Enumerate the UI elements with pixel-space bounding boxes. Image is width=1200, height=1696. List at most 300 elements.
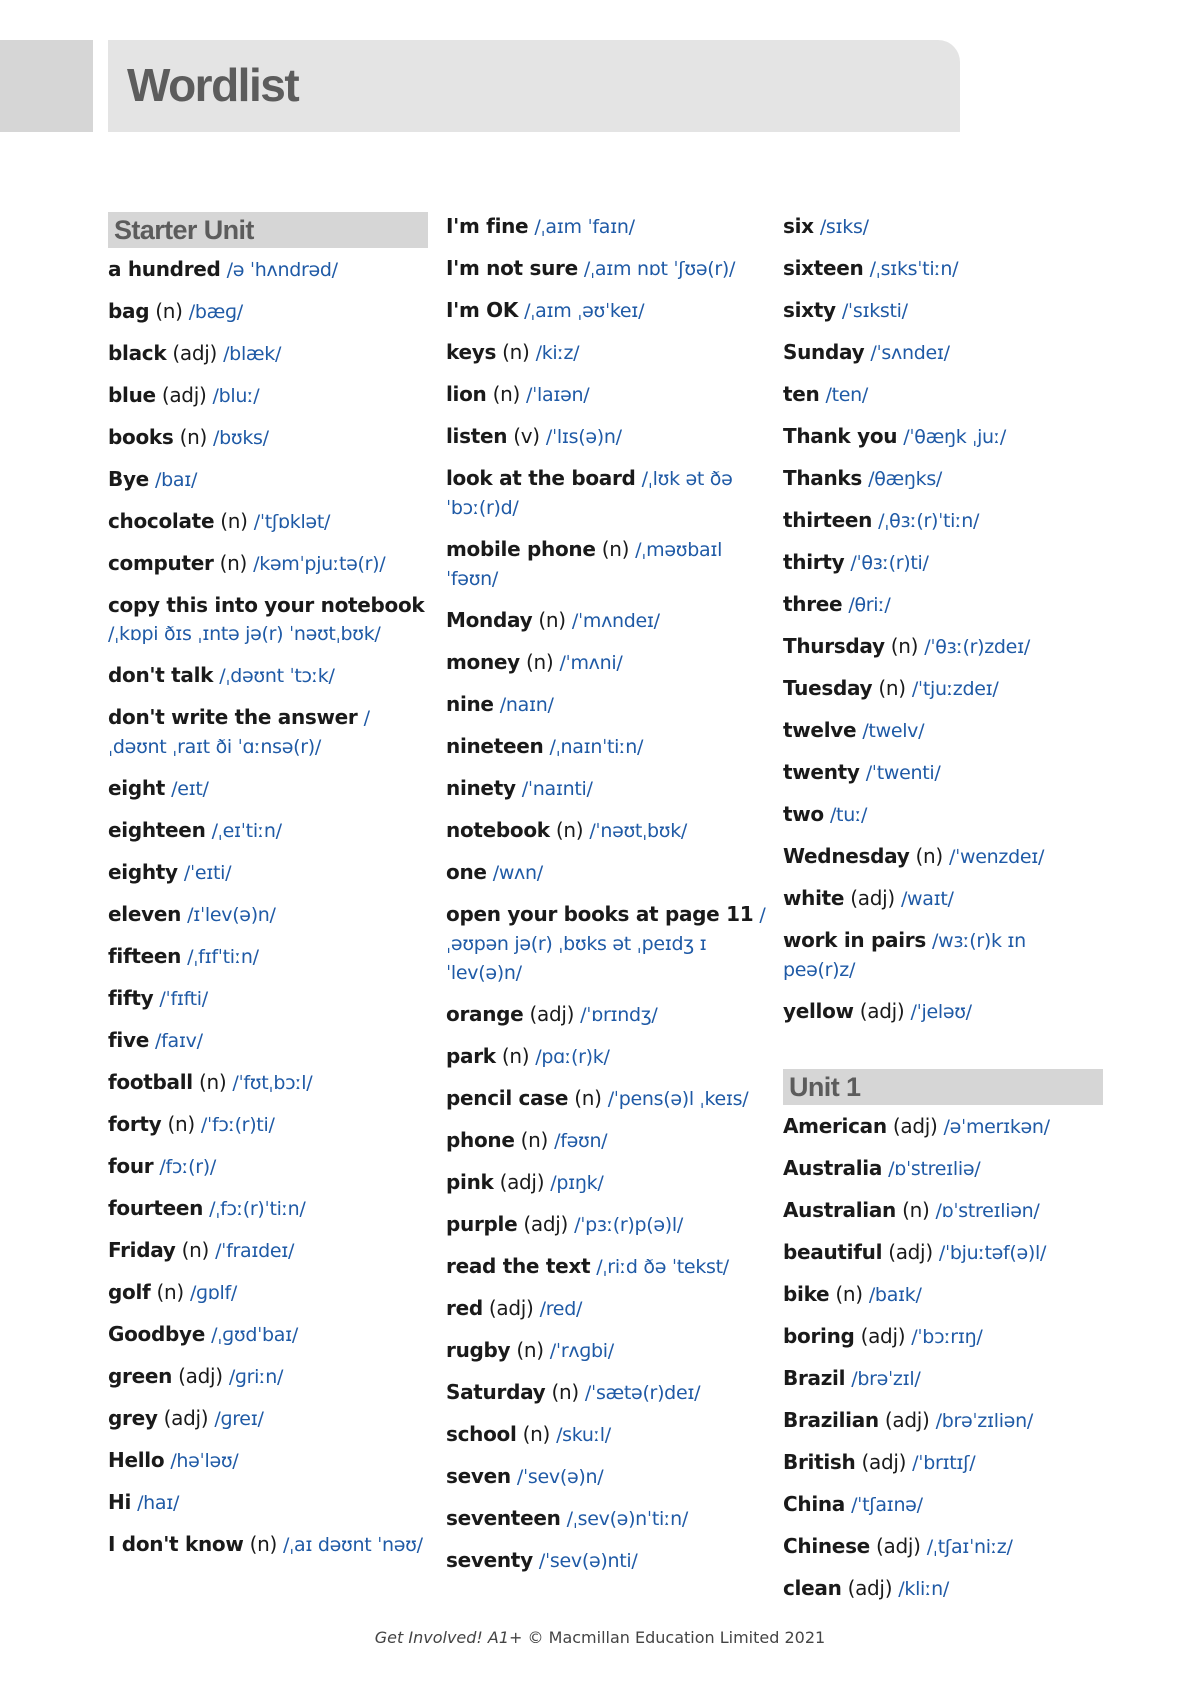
entry-pronunciation: /ɡɒlf/ xyxy=(189,1282,238,1304)
entry-pronunciation: /ˌməʊbaɪl ˈfəʊn/ xyxy=(446,539,723,590)
entry-word: seven xyxy=(446,1464,511,1488)
entry-word: fourteen xyxy=(108,1196,204,1220)
entry-pronunciation: /ˈnaɪnti/ xyxy=(521,778,593,800)
entry-word: fifty xyxy=(108,986,154,1010)
word-entry xyxy=(446,858,766,887)
entry-word: red xyxy=(446,1296,483,1320)
entry-pronunciation: /ɡriːn/ xyxy=(228,1366,284,1388)
entry-part-of-speech: (adj) xyxy=(860,1324,906,1348)
entry-word: pencil case xyxy=(446,1086,569,1110)
entry-part-of-speech: (n) xyxy=(219,551,248,575)
entry-pronunciation: /ˌəʊpən jə(r) ˌbʊks ət ˌpeɪdʒ ɪˈlev(ə)n/ xyxy=(446,904,766,984)
word-entry xyxy=(783,926,1103,984)
word-entry xyxy=(108,465,428,494)
word-entry xyxy=(783,758,1103,787)
wordlist-column-1 xyxy=(108,212,428,1572)
word-entry xyxy=(108,1068,428,1097)
word-entry xyxy=(446,338,766,367)
entry-pronunciation: /fəʊn/ xyxy=(554,1130,608,1152)
entry-part-of-speech: (adj) xyxy=(884,1408,930,1432)
entry-pronunciation: /ˈlɪs(ə)n/ xyxy=(545,426,622,448)
entry-word: white xyxy=(783,886,845,910)
word-entry xyxy=(783,212,1103,241)
word-entry xyxy=(108,1152,428,1181)
entry-part-of-speech: (adj) xyxy=(850,886,895,910)
entry-word: orange xyxy=(446,1002,524,1026)
entry-word: Sunday xyxy=(783,340,865,364)
word-entry xyxy=(446,1294,766,1323)
entry-pronunciation: /ˈtjuːzdeɪ/ xyxy=(911,678,999,700)
entry-pronunciation: /ˈmʌni/ xyxy=(559,652,623,674)
entry-pronunciation: /faɪv/ xyxy=(155,1030,203,1052)
entry-word: pink xyxy=(446,1170,494,1194)
word-entry xyxy=(783,1154,1103,1183)
entry-word: Tuesday xyxy=(783,676,873,700)
entry-part-of-speech: (n) xyxy=(198,1070,227,1094)
unit-heading: Starter Unit xyxy=(108,212,428,248)
word-entry xyxy=(446,732,766,761)
entry-word: sixty xyxy=(783,298,836,322)
word-entry xyxy=(108,1236,428,1265)
word-entry xyxy=(783,674,1103,703)
entry-pronunciation: /ˈfɔː(r)ti/ xyxy=(200,1114,275,1136)
entry-word: Hi xyxy=(108,1490,131,1514)
entry-pronunciation: /ˌeɪˈtiːn/ xyxy=(211,820,282,842)
entry-word: Chinese xyxy=(783,1534,870,1558)
word-entry xyxy=(108,774,428,803)
word-entry xyxy=(446,816,766,845)
word-entry xyxy=(108,297,428,326)
entry-pronunciation: /ˈsɪksti/ xyxy=(841,300,908,322)
entry-pronunciation: /ˈpens(ə)l ˌkeɪs/ xyxy=(607,1088,749,1110)
word-entry xyxy=(446,900,766,987)
entry-pronunciation: /ˌaɪm ˌəʊˈkeɪ/ xyxy=(524,300,645,322)
entry-word: keys xyxy=(446,340,497,364)
entry-pronunciation: /ˈjeləʊ/ xyxy=(910,1001,972,1023)
word-entry xyxy=(446,1084,766,1113)
entry-part-of-speech: (n) xyxy=(522,1422,550,1446)
entry-part-of-speech: (n) xyxy=(249,1532,277,1556)
word-entry xyxy=(446,1462,766,1491)
entry-word: seventy xyxy=(446,1548,533,1572)
entry-part-of-speech: (adj) xyxy=(499,1170,545,1194)
entry-part-of-speech: (v) xyxy=(513,424,540,448)
entry-word: park xyxy=(446,1044,496,1068)
section-spacer xyxy=(783,1039,1103,1069)
word-entry xyxy=(446,464,766,522)
entry-word: eight xyxy=(108,776,166,800)
entry-word: blue xyxy=(108,383,156,407)
entry-word: Thank you xyxy=(783,424,898,448)
entry-part-of-speech: (adj) xyxy=(488,1296,534,1320)
entry-pronunciation: /ˈmʌndeɪ/ xyxy=(571,610,660,632)
entry-pronunciation: /əˈmerɪkən/ xyxy=(943,1116,1050,1138)
entry-word: listen xyxy=(446,424,508,448)
entry-part-of-speech: (n) xyxy=(890,634,919,658)
word-entry xyxy=(446,380,766,409)
entry-word: I'm not sure xyxy=(446,256,578,280)
entry-word: three xyxy=(783,592,843,616)
word-entry xyxy=(108,1110,428,1139)
entry-part-of-speech: (n) xyxy=(501,1044,530,1068)
entry-pronunciation: /skuːl/ xyxy=(556,1424,611,1446)
entry-pronunciation: /naɪn/ xyxy=(499,694,554,716)
word-entry xyxy=(446,1546,766,1575)
word-entry xyxy=(783,1196,1103,1225)
entry-pronunciation: /brəˈzɪl/ xyxy=(851,1368,921,1390)
entry-word: Goodbye xyxy=(108,1322,206,1346)
word-entry xyxy=(108,942,428,971)
entry-pronunciation: /ˌkɒpi ðɪs ˌɪntə jə(r) ˈnəʊtˌbʊk/ xyxy=(108,623,381,645)
entry-pronunciation: /ten/ xyxy=(825,384,869,406)
word-entry xyxy=(783,1532,1103,1561)
entry-pronunciation: /baɪ/ xyxy=(155,469,198,491)
entry-pronunciation: /blæk/ xyxy=(223,343,282,365)
footer-book-title: Get Involved! A1+ xyxy=(374,1628,523,1647)
word-entry xyxy=(108,507,428,536)
entry-part-of-speech: (n) xyxy=(155,299,183,323)
page-title: Wordlist xyxy=(127,59,299,111)
word-entry xyxy=(108,1362,428,1391)
word-entry xyxy=(108,1404,428,1433)
entry-pronunciation: /ɡreɪ/ xyxy=(214,1408,264,1430)
entry-word: eleven xyxy=(108,902,182,926)
entry-pronunciation: /ɒˈstreɪliən/ xyxy=(935,1200,1040,1222)
entry-word: eighty xyxy=(108,860,178,884)
word-entry xyxy=(108,591,428,648)
entry-word: nine xyxy=(446,692,494,716)
entry-word: American xyxy=(783,1114,887,1138)
entry-part-of-speech: (adj) xyxy=(523,1212,569,1236)
entry-pronunciation: /ˈnəʊtˌbʊk/ xyxy=(589,820,687,842)
side-tab xyxy=(0,40,93,132)
entry-part-of-speech: (adj) xyxy=(172,341,218,365)
entry-part-of-speech: (n) xyxy=(179,425,207,449)
entry-pronunciation: /tuː/ xyxy=(829,804,868,826)
word-entry xyxy=(446,296,766,325)
entry-word: thirty xyxy=(783,550,845,574)
word-entry xyxy=(108,1278,428,1307)
entry-part-of-speech: (n) xyxy=(525,650,554,674)
word-entry xyxy=(783,1280,1103,1309)
entry-pronunciation: /ˈsev(ə)n/ xyxy=(516,1466,604,1488)
entry-word: computer xyxy=(108,551,214,575)
word-entry xyxy=(783,632,1103,661)
entry-pronunciation: /ˌaɪ dəʊnt ˈnəʊ/ xyxy=(283,1534,423,1556)
entry-word: eighteen xyxy=(108,818,206,842)
entry-word: phone xyxy=(446,1128,515,1152)
word-entry xyxy=(783,884,1103,913)
entry-word: two xyxy=(783,802,824,826)
word-entry xyxy=(446,774,766,803)
word-entry xyxy=(108,339,428,368)
entry-word: forty xyxy=(108,1112,162,1136)
entry-word: beautiful xyxy=(783,1240,883,1264)
wordlist-column-3 xyxy=(783,212,1103,1616)
entry-part-of-speech: (n) xyxy=(878,676,906,700)
word-entry xyxy=(783,800,1103,829)
entry-word: fifteen xyxy=(108,944,182,968)
word-entry xyxy=(783,997,1103,1026)
entry-pronunciation: /ˌɡʊdˈbaɪ/ xyxy=(211,1324,298,1346)
entry-word: Australia xyxy=(783,1156,883,1180)
word-entry xyxy=(783,1448,1103,1477)
entry-word: Wednesday xyxy=(783,844,910,868)
word-entry xyxy=(783,254,1103,283)
entry-pronunciation: /fɔː(r)/ xyxy=(159,1156,216,1178)
entry-word: ninety xyxy=(446,776,516,800)
word-entry xyxy=(446,1252,766,1281)
entry-pronunciation: /ˈsʌndeɪ/ xyxy=(870,342,950,364)
entry-word: copy this into your notebook xyxy=(108,593,425,617)
entry-pronunciation: /ˌdəʊnt ˈtɔːk/ xyxy=(219,665,335,687)
entry-part-of-speech: (n) xyxy=(502,340,530,364)
entry-pronunciation: /haɪ/ xyxy=(137,1492,180,1514)
word-entry xyxy=(108,1026,428,1055)
entry-pronunciation: /pɑː(r)k/ xyxy=(535,1046,610,1068)
word-entry xyxy=(108,858,428,887)
entry-part-of-speech: (n) xyxy=(601,537,630,561)
entry-pronunciation: /ˌtʃaɪˈniːz/ xyxy=(926,1536,1013,1558)
entry-pronunciation: /wɜː(r)k ɪn peə(r)z/ xyxy=(783,930,1026,981)
entry-word: grey xyxy=(108,1406,158,1430)
entry-pronunciation: /ɒˈstreɪliə/ xyxy=(888,1158,981,1180)
entry-pronunciation: /θæŋks/ xyxy=(868,468,943,490)
entry-word: Thursday xyxy=(783,634,885,658)
entry-pronunciation: /brəˈzɪliən/ xyxy=(935,1410,1033,1432)
word-entry xyxy=(446,1042,766,1071)
entry-word: Monday xyxy=(446,608,533,632)
entry-word: notebook xyxy=(446,818,550,842)
entry-pronunciation: /həˈləʊ/ xyxy=(170,1450,239,1472)
entry-pronunciation: /kəmˈpjuːtə(r)/ xyxy=(253,553,386,575)
entry-pronunciation: /ˈrʌɡbi/ xyxy=(549,1340,614,1362)
entry-word: Bye xyxy=(108,467,149,491)
entry-word: read the text xyxy=(446,1254,591,1278)
entry-pronunciation: /ˈbjuːtəf(ə)l/ xyxy=(938,1242,1047,1264)
entry-pronunciation: /ˌnaɪnˈtiːn/ xyxy=(549,736,644,758)
entry-pronunciation: /ˈθæŋk ˌjuː/ xyxy=(903,426,1007,448)
entry-pronunciation: /eɪt/ xyxy=(171,778,209,800)
entry-word: six xyxy=(783,214,814,238)
entry-pronunciation: /twelv/ xyxy=(862,720,925,742)
entry-word: green xyxy=(108,1364,173,1388)
entry-part-of-speech: (adj) xyxy=(529,1002,575,1026)
word-entry xyxy=(108,1446,428,1475)
entry-pronunciation: /ˈbɔːrɪŋ/ xyxy=(911,1326,983,1348)
entry-pronunciation: /ˌθɜː(r)ˈtiːn/ xyxy=(878,510,980,532)
entry-part-of-speech: (n) xyxy=(520,1128,549,1152)
entry-pronunciation: /ˌaɪm nɒt ˈʃʊə(r)/ xyxy=(583,258,736,280)
word-entry xyxy=(446,1378,766,1407)
word-entry xyxy=(783,422,1103,451)
entry-word: British xyxy=(783,1450,856,1474)
entry-part-of-speech: (adj) xyxy=(161,383,207,407)
entry-pronunciation: /ˌfɪfˈtiːn/ xyxy=(187,946,259,968)
entry-pronunciation: /ˈtʃɒklət/ xyxy=(253,511,331,533)
entry-pronunciation: /ˈɒrɪndʒ/ xyxy=(580,1004,658,1026)
word-entry xyxy=(446,690,766,719)
word-entry xyxy=(108,1488,428,1517)
word-entry xyxy=(446,648,766,677)
entry-pronunciation: /wʌn/ xyxy=(492,862,543,884)
word-entry xyxy=(783,1406,1103,1435)
word-entry xyxy=(783,1364,1103,1393)
word-entry xyxy=(446,212,766,241)
entry-pronunciation: /ˈfɪfti/ xyxy=(159,988,208,1010)
word-entry xyxy=(783,1574,1103,1603)
entry-pronunciation: /ˈθɜː(r)zdeɪ/ xyxy=(924,636,1030,658)
entry-word: purple xyxy=(446,1212,518,1236)
entry-word: school xyxy=(446,1422,517,1446)
entry-word: Friday xyxy=(108,1238,176,1262)
entry-word: seventeen xyxy=(446,1506,561,1530)
entry-part-of-speech: (adj) xyxy=(861,1450,907,1474)
entry-word: lion xyxy=(446,382,487,406)
word-entry xyxy=(108,1194,428,1223)
entry-word: books xyxy=(108,425,174,449)
word-entry xyxy=(108,381,428,410)
entry-pronunciation: /sɪks/ xyxy=(819,216,869,238)
word-entry xyxy=(108,549,428,578)
word-entry xyxy=(446,422,766,451)
entry-pronunciation: /θriː/ xyxy=(848,594,891,616)
entry-pronunciation: /kliːn/ xyxy=(898,1578,949,1600)
entry-word: black xyxy=(108,341,167,365)
entry-word: clean xyxy=(783,1576,842,1600)
entry-word: Brazil xyxy=(783,1366,846,1390)
entry-part-of-speech: (n) xyxy=(915,844,943,868)
entry-part-of-speech: (n) xyxy=(516,1338,544,1362)
word-entry xyxy=(783,1112,1103,1141)
entry-word: mobile phone xyxy=(446,537,596,561)
entry-word: Brazilian xyxy=(783,1408,879,1432)
wordlist-column-2 xyxy=(446,212,766,1588)
entry-part-of-speech: (n) xyxy=(220,509,248,533)
entry-pronunciation: /ɪˈlev(ə)n/ xyxy=(187,904,276,926)
word-entry xyxy=(446,254,766,283)
entry-part-of-speech: (n) xyxy=(555,818,584,842)
entry-word: look at the board xyxy=(446,466,636,490)
word-entry xyxy=(446,606,766,635)
entry-pronunciation: /ˌriːd ðə ˈtekst/ xyxy=(596,1256,729,1278)
entry-part-of-speech: (adj) xyxy=(847,1576,893,1600)
entry-word: sixteen xyxy=(783,256,864,280)
entry-word: open your books at page 11 xyxy=(446,902,754,926)
entry-part-of-speech: (n) xyxy=(551,1380,579,1404)
entry-part-of-speech: (n) xyxy=(181,1238,209,1262)
word-entry xyxy=(783,590,1103,619)
entry-pronunciation: /ˌfɔː(r)ˈtiːn/ xyxy=(209,1198,306,1220)
word-entry xyxy=(783,338,1103,367)
entry-pronunciation: /ˈlaɪən/ xyxy=(526,384,590,406)
entry-part-of-speech: (adj) xyxy=(859,999,905,1023)
entry-pronunciation: /ˈbrɪtɪʃ/ xyxy=(912,1452,976,1474)
word-entry xyxy=(446,1420,766,1449)
word-entry xyxy=(108,703,428,761)
entry-word: I'm OK xyxy=(446,298,519,322)
entry-pronunciation: /ˈfraɪdeɪ/ xyxy=(215,1240,295,1262)
word-entry xyxy=(108,255,428,284)
word-entry xyxy=(783,548,1103,577)
entry-pronunciation: /bʊks/ xyxy=(213,427,269,449)
word-entry xyxy=(783,464,1103,493)
entry-word: five xyxy=(108,1028,149,1052)
entry-part-of-speech: (adj) xyxy=(178,1364,223,1388)
word-entry xyxy=(783,1490,1103,1519)
entry-pronunciation: /ˌdəʊnt ˌraɪt ði ˈɑːnsə(r)/ xyxy=(108,707,370,758)
entry-pronunciation: /bæɡ/ xyxy=(188,301,243,323)
word-entry xyxy=(446,1504,766,1533)
word-entry xyxy=(446,1210,766,1239)
entry-word: twelve xyxy=(783,718,857,742)
entry-pronunciation: /ˈtʃaɪnə/ xyxy=(851,1494,923,1516)
entry-pronunciation: /ˈwenzdeɪ/ xyxy=(949,846,1045,868)
unit-heading: Unit 1 xyxy=(783,1069,1103,1105)
entry-pronunciation: /bluː/ xyxy=(212,385,260,407)
footer-copyright: © Macmillan Education Limited 2021 xyxy=(527,1628,826,1647)
entry-word: rugby xyxy=(446,1338,511,1362)
entry-word: ten xyxy=(783,382,820,406)
word-entry xyxy=(783,1322,1103,1351)
entry-word: nineteen xyxy=(446,734,544,758)
entry-pronunciation: /ˈsev(ə)nti/ xyxy=(538,1550,638,1572)
word-entry xyxy=(108,423,428,452)
entry-pronunciation: /ˌaɪm ˈfaɪn/ xyxy=(534,216,635,238)
entry-part-of-speech: (adj) xyxy=(892,1114,938,1138)
entry-word: four xyxy=(108,1154,154,1178)
word-entry xyxy=(108,984,428,1013)
entry-word: Australian xyxy=(783,1198,896,1222)
entry-pronunciation: /ˈsætə(r)deɪ/ xyxy=(584,1382,701,1404)
entry-word: twenty xyxy=(783,760,860,784)
entry-part-of-speech: (adj) xyxy=(163,1406,209,1430)
entry-part-of-speech: (n) xyxy=(492,382,520,406)
entry-pronunciation: /baɪk/ xyxy=(868,1284,922,1306)
entry-part-of-speech: (n) xyxy=(835,1282,863,1306)
entry-word: China xyxy=(783,1492,846,1516)
entry-pronunciation: /ˌlʊk ət ðə ˈbɔː(r)d/ xyxy=(446,468,733,519)
entry-pronunciation: /ˈpɜː(r)p(ə)l/ xyxy=(574,1214,683,1236)
entry-word: don't talk xyxy=(108,663,214,687)
entry-word: football xyxy=(108,1070,193,1094)
word-entry xyxy=(783,506,1103,535)
entry-word: don't write the answer xyxy=(108,705,358,729)
entry-pronunciation: /kiːz/ xyxy=(535,342,580,364)
footer xyxy=(0,1628,1200,1647)
entry-word: thirteen xyxy=(783,508,873,532)
entry-pronunciation: /ˌsɪksˈtiːn/ xyxy=(869,258,959,280)
entry-word: golf xyxy=(108,1280,151,1304)
entry-pronunciation: /ˈfʊtˌbɔːl/ xyxy=(232,1072,313,1094)
entry-word: money xyxy=(446,650,520,674)
entry-word: bag xyxy=(108,299,150,323)
word-entry xyxy=(108,1320,428,1349)
entry-word: I don't know xyxy=(108,1532,244,1556)
word-entry xyxy=(783,716,1103,745)
entry-word: bike xyxy=(783,1282,830,1306)
entry-word: boring xyxy=(783,1324,855,1348)
entry-part-of-speech: (n) xyxy=(167,1112,195,1136)
word-entry xyxy=(446,1168,766,1197)
entry-word: a hundred xyxy=(108,257,221,281)
entry-word: one xyxy=(446,860,487,884)
word-entry xyxy=(783,296,1103,325)
word-entry xyxy=(108,661,428,690)
entry-word: yellow xyxy=(783,999,854,1023)
word-entry xyxy=(108,816,428,845)
entry-pronunciation: /ˌsev(ə)nˈtiːn/ xyxy=(566,1508,688,1530)
